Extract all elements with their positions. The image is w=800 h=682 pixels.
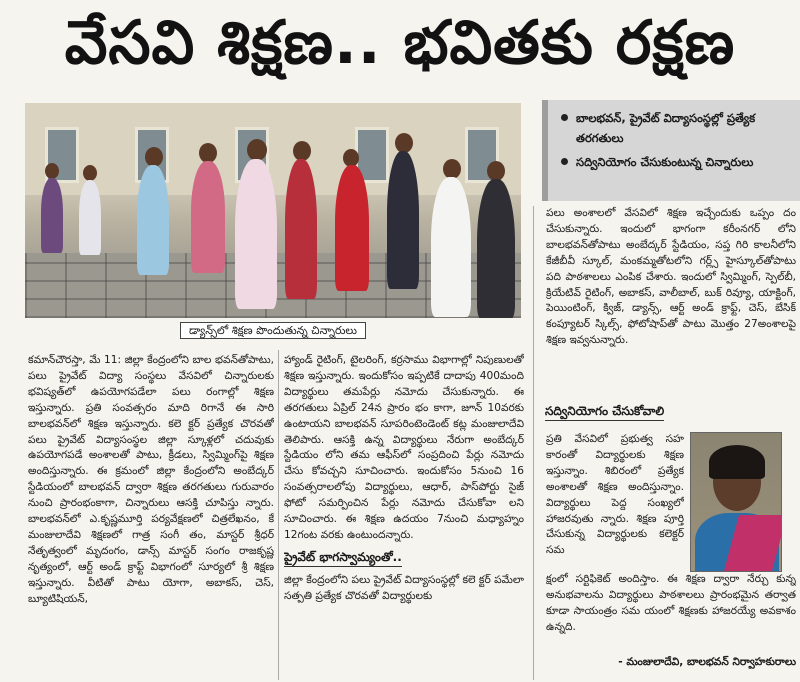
dancer xyxy=(235,159,277,309)
dancer-head xyxy=(443,159,461,179)
dancer-head xyxy=(145,147,163,167)
article-paragraph: జిల్లా కేంద్రంలోని పలు ప్రైవేట్ విద్యాసంస్థల్లో కలె క్టర్ పమేలా సత్పతి ప్రత్యేక చొరవతో విద్యార్థులకు xyxy=(284,573,524,602)
photo-caption xyxy=(25,320,521,342)
dancer-head xyxy=(45,163,59,179)
highlight-item: బాలభవన్, ప్రైవేట్ విద్యాసంస్థల్లో ప్రత్యేక తరగతులు xyxy=(558,108,792,148)
dancer xyxy=(387,151,419,289)
article-column-right xyxy=(546,206,796,396)
headline: వేసవి శిక్షణ.. భవితకు రక్షణ xyxy=(64,8,736,78)
section-subhead: ప్రైవేట్ భాగస్వామ్యంతో.. xyxy=(284,548,402,567)
dancer xyxy=(477,179,515,318)
article-paragraph: పలు అంశాలలో వేసవిలో శిక్షణ ఇచ్చేందుకు ఒప్పం దం చేసుకున్నారు. ఇందులో భాగంగా కరీంనగర్ లోని బాలభవన్‌తోపాటు అంబేద్కర్ స్టేడియం, సప్త గిరి కాలనీలోని కేజీబీవీ స్కూల్, మంకమ్మతోటలోని గర్ల్స్ హైస్కూల్‌తోపాటు పది పాఠశాలలు ఎంపిక చేశారు. ఇందులో స్విమ్మింగ్, స్పెల్‌బీ, క్రియేటివ్ రైటింగ్, అబాకస్, వాలీబాల్, బుక్ రివ్యూ, యాక్టింగ్, పెయింటింగ్, క్విజ్, డ్యాన్స్, ఆర్ట్ అండ్ క్రాఫ్ట్, చెస్, బేసిక్ కంప్యూటర్ స్కిల్స్, ఫోటోషాప్‌తో పాటు మొత్తం 27అంశాలపై శిక్షణ ఇవ్వనున్నారు. xyxy=(546,207,796,347)
dancer xyxy=(191,161,225,273)
dancer-head xyxy=(487,161,505,181)
article-column-left xyxy=(28,353,274,682)
dancer-head xyxy=(83,165,97,181)
dancer xyxy=(79,180,101,255)
highlights-box xyxy=(542,100,800,201)
dancer xyxy=(285,159,317,299)
article-column-middle xyxy=(284,353,524,682)
article-paragraph: కమాన్‌చౌరస్తా, మే 11: జిల్లా కేంద్రంలోని బాల భవన్‌తోపాటు, పలు ప్రైవేట్ విద్యా సంస్థలు వేసవిలో చిన్నారులకు భవిష్యత్‌లో ఉపయోగపడేలా పలు రంగాల్లో శిక్షణ ఇస్తున్నారు. ప్రతి సంవత్సరం మాది రిగానే ఈ సారి బాలభవన్‌లో శిక్షణ ఇస్తున్నారు. కలె క్టర్ ప్రత్యేక చొరవతో పలు ప్రైవేట్ విద్యాసంస్థల జిల్లా స్కూళ్లలో చదువుకు ఉపయోగపడే అంశాలతో పాటు, క్రీడలు, స్విమ్మింగ్‌పై శిక్షణ అందిస్తున్నారు. ఈ క్రమంలో జిల్లా కేంద్రంలోని అంబేద్కర్ స్టేడియంలో బాలభవన్ ద్వారా శిక్షణ తరగతులు గురువారం నుంచి ప్రారంభంకాగా, చిన్నారులు ఆసక్తి చూపిస్తు న్నారు. బాలభవన్‌లో ఎ.కృష్ణమూర్తి పర్యవేక్షణలో చిత్రలేఖనం, కే మంజులాదేవి శిక్షణలో గాత్ర సంగీ తం, మాస్టర్ శ్రీధర్ నేతృత్వంలో మృదంగం, డాన్స్ మాస్టర్ సంగం రాజకృష్ణ నృత్యంలో, ఆర్ట్ అండ్ క్రాఫ్ట్ విభాగంలో సూర్యలో శ్రీ శిక్షణ ఇస్తున్నారు. వీటితో పాటు యోగా, అబాకస్, చెస్, బ్యూటిషియన్, xyxy=(28,354,274,605)
column-divider xyxy=(278,350,279,680)
dance-training-photo xyxy=(25,103,521,318)
manjuladevi-portrait xyxy=(690,432,782,572)
dancer xyxy=(335,165,369,291)
column-divider xyxy=(533,206,534,680)
quote-paragraph xyxy=(546,572,796,652)
highlight-item: సద్వినియోగం చేసుకుంటున్న చిన్నారులు xyxy=(558,152,792,172)
photo-caption-text: డ్యాన్స్‌లో శిక్షణ పొందుతున్న చిన్నారులు xyxy=(180,322,366,339)
dancer-head xyxy=(247,139,267,161)
section-subhead: సద్వినియోగం చేసుకోవాలి xyxy=(545,402,664,421)
dancer-head xyxy=(395,133,413,153)
dancer-head xyxy=(293,141,311,161)
article-paragraph: హ్యాండ్ రైటింగ్, టైలరింగ్, కర్రసాము విభాగాల్లో నిపుణులతో శిక్షణ ఇస్తున్నారు. ఇందుకోసం ఇప్పటికే దాదాపు 400మంది విద్యార్థులు తమపేర్లు నమోదు చేసుకున్నారు. ఈ తరగతులు ఏప్రిల్ 24న ప్రారం భం కాగా, జూన్ 10వరకు ఉంటాయని బాలభవన్ సూపరింటెండెంట్ కట్ల మంజులాదేవి తెలిపారు. ఆసక్తి ఉన్న విద్యార్థులు నేరుగా అంబేద్కర్ స్టేడియం లోని తమ ఆఫీస్‌లో సంప్రదించి పేర్లు నమోదు చేసు కోవచ్చని సూచించారు. ఇందుకోసం 5నుంచి 16 సంవత్సరాలలోపు విద్యార్థులు, ఆధార్, పాస్‌పోర్టు సైజ్ ఫోటో సమర్పించిన పేర్లు నమోదు చేసుకోవా లని సూచించారు. ఈ శిక్షణ ఉదయం 7నుంచి మధ్యాహ్నం 12గంట వరకు ఉంటుందన్నారు. xyxy=(284,354,524,541)
article-paragraph: ప్రతి వేసవిలో ప్రభుత్వ సహ కారంతో విద్యార్థులకు శిక్షణ ఇస్తున్నాం. శిబిరంలో ప్రత్యేక అంశాలతో శిక్షణ అందిస్తున్నాం. విద్యార్థులు పెద్ద సంఖ్యలో హాజరవుతు న్నారు. శిక్షణ పూర్తి చేసుకున్న విద్యార్థులకు కలెక్టర్ సమ xyxy=(546,433,684,557)
article-paragraph: క్షంలో సర్టిఫికెట్ అందిస్తాం. ఈ శిక్షణ ద్వారా నేర్చు కున్న అనుభవాలను విద్యార్థులు పాఠశాలలు ప్రారంభమైన తర్వాత కూడా సాయంత్రం సమ యంలో శిక్షణకు హాజరయ్యే అవకాశం ఉన్నది. xyxy=(546,573,796,633)
dancer xyxy=(431,177,471,317)
portrait-hair xyxy=(709,445,765,479)
dancer xyxy=(41,178,63,253)
dancer-head xyxy=(199,143,217,163)
quote-attribution: - మంజులాదేవి, బాలభవన్ నిర్వాహకురాలు xyxy=(618,656,796,668)
quote-paragraph xyxy=(546,432,684,572)
dancer xyxy=(137,165,169,275)
